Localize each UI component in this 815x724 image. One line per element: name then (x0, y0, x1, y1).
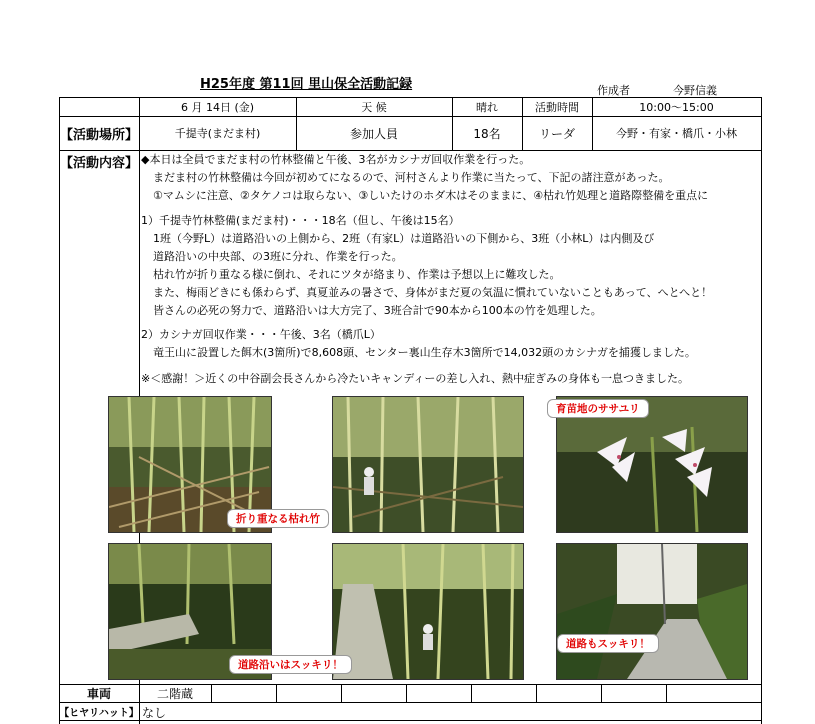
participants-value: 18名 (473, 126, 501, 141)
content-line: 枯れ竹が折り重なる様に倒れ、それにツタが絡まり、作業は予想以上に難攻した。 (153, 268, 561, 281)
leader-label: リーダ (538, 126, 575, 141)
time-value: 10:00～15:00 (639, 100, 714, 114)
content-line: 竜王山に設置した餌木(3箇所)で8,608頭、センター裏山生存木3箇所で14,032頭のカシナガを捕獲しました。 (153, 346, 696, 359)
content-line: ◆本日は全員でまだま村の竹林整備と午後、3名がカシナガ回収作業を行った。 (141, 153, 531, 166)
content-line: 1班（今野L）は道路沿いの上側から、2班（有家L）は道路沿いの下側から、3班（小林L）は内側及び (153, 232, 655, 245)
hiyari-value: なし (142, 706, 167, 720)
photo-roadside-workers (332, 543, 524, 680)
photo-clear-road (556, 543, 748, 680)
participants-label: 参加人員 (349, 126, 398, 141)
content-label: 【活動内容】 (60, 156, 139, 171)
place-value: 千提寺(まだま村) (174, 127, 261, 140)
caption-lily: 育苗地のササユリ (547, 399, 649, 418)
content-line: ①マムシに注意、②タケノコは取らない、③しいたけのホダ木はそのままに、④枯れ竹処理と道路際整備を重点に (153, 189, 709, 202)
hiyari-label: 【ヒヤリハット】 (59, 707, 139, 719)
date-value: 6 月 14日 (金) (180, 100, 255, 114)
author-label: 作成者 (597, 84, 630, 97)
vehicle-label: 車両 (86, 686, 111, 701)
content-line: また、梅雨どきにも係わらず、真夏並みの暑さで、身体がまだ夏の気温に慣れていないこともあって、へとへと！ (153, 286, 713, 299)
content-line: 2）カシナガ回収作業・・・午後、3名（橋爪L） (141, 328, 381, 341)
weather-label: 天 候 (361, 100, 387, 114)
page-title: H25年度 第11回 里山保全活動記録 (200, 77, 413, 92)
place-label: 【活動場所】 (59, 127, 138, 143)
time-label: 活動時間 (535, 100, 579, 114)
leaders-value: 今野・有家・橋爪・小林 (616, 127, 737, 140)
caption-road-clean: 道路もスッキリ！ (557, 634, 659, 653)
caption-roadside-clean: 道路沿いはスッキリ！ (229, 655, 352, 674)
content-line: まだま村の竹林整備は今回が初めてになるので、河村さんより作業に当たって、下記の諸注意があった。 (153, 171, 670, 184)
author-name: 今野信義 (673, 84, 717, 97)
vehicle-value: 二階蔵 (156, 686, 193, 701)
caption-dead-bamboo: 折り重なる枯れ竹 (227, 509, 329, 528)
content-line: ※＜感謝！＞近くの中谷副会長さんから冷たいキャンディーの差し入れ、熱中症ぎみの身体も一息つきました。 (141, 372, 689, 385)
content-line: 道路沿いの中央部、の3班に分れ、作業を行った。 (153, 250, 403, 263)
weather-value: 晴れ (476, 100, 498, 114)
content-line: 皆さんの必死の努力で、道路沿いは大方完了、3班合計で90本から100本の竹を処理した。 (153, 304, 602, 317)
content-line: 1）千提寺竹林整備(まだま村)・・・18名（但し、午後は15名） (141, 214, 460, 227)
photo-workers-bamboo (332, 396, 524, 533)
